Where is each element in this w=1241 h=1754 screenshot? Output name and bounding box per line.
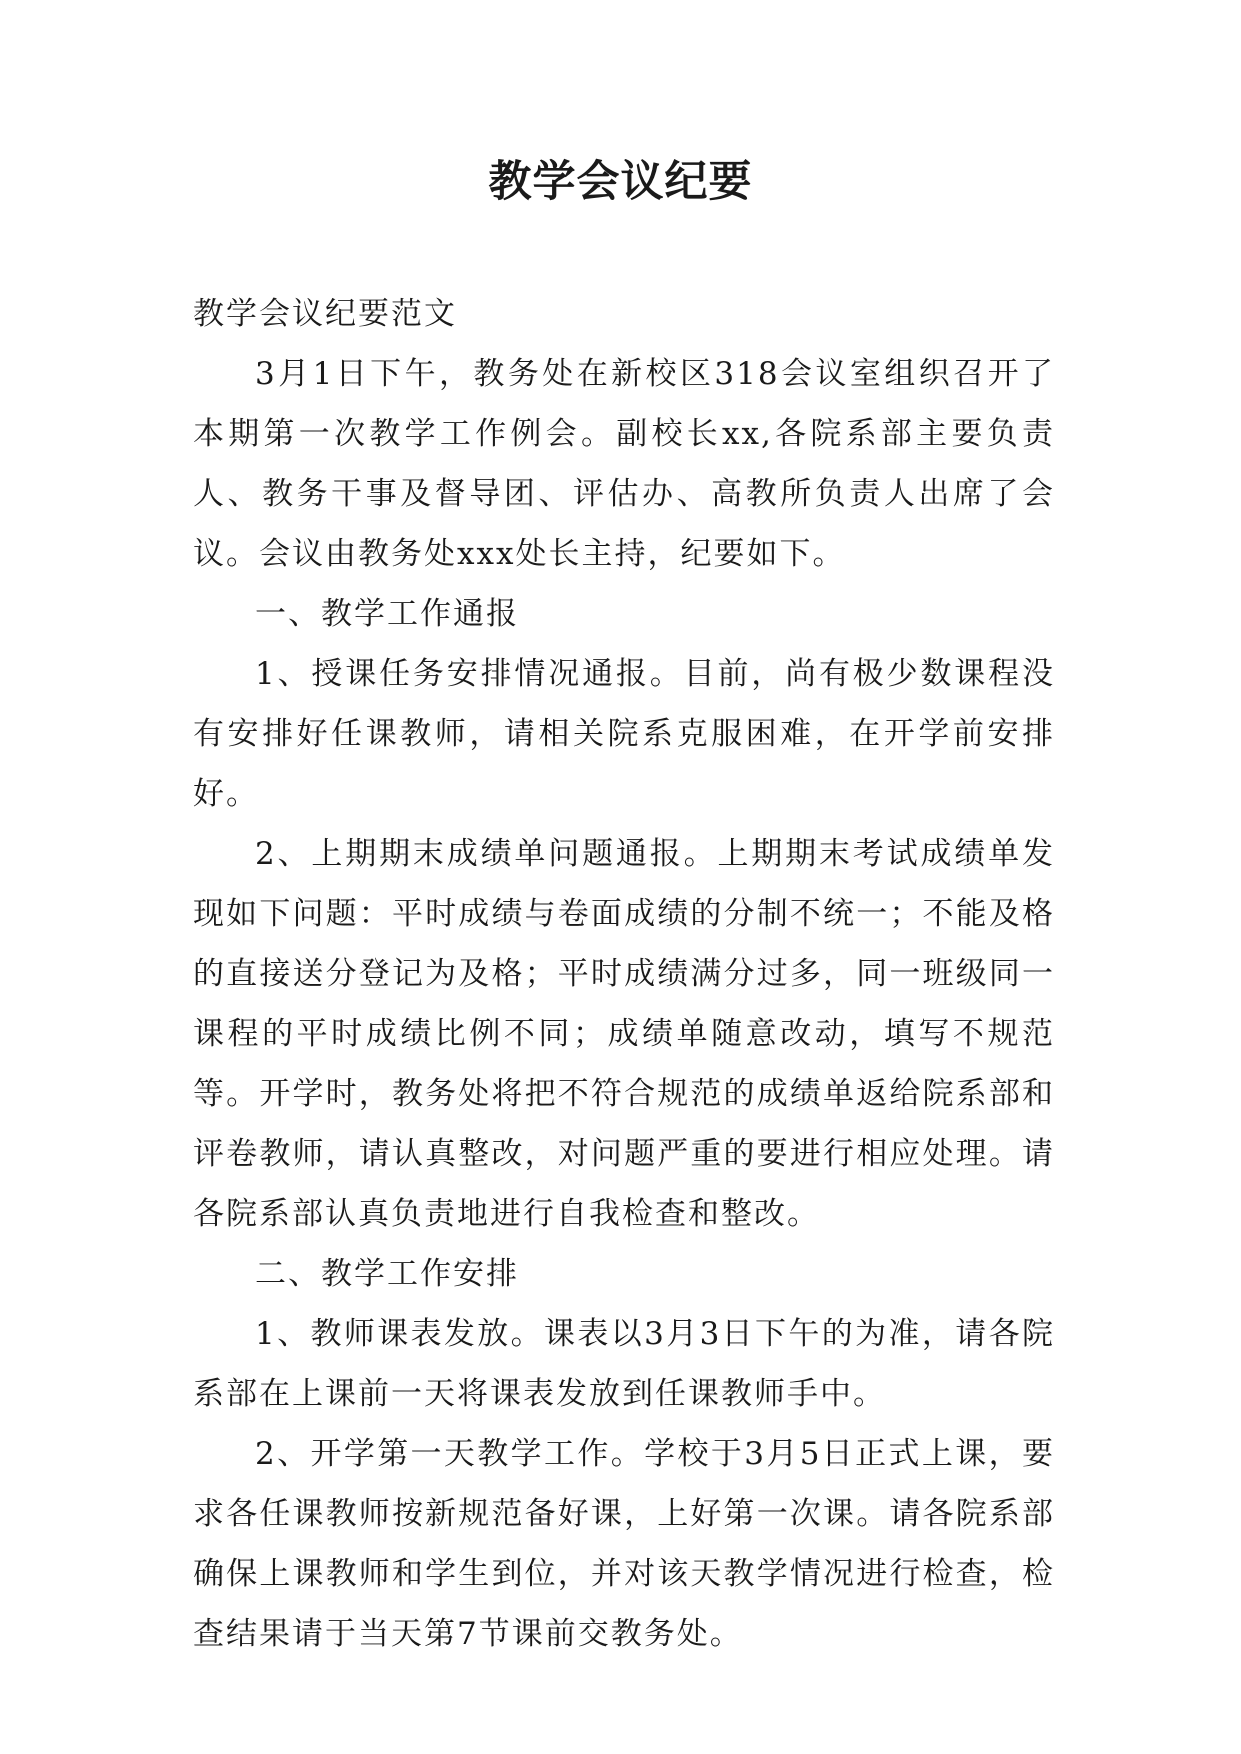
document-body [193,284,1055,1664]
paragraph-1-1: 1、授课任务安排情况通报。目前，尚有极少数课程没有安排好任课教师，请相关院系克服困难，在开学前安排好。 [193,656,1055,812]
document-title: 教学会议纪要 [488,157,753,207]
paragraph-2-2: 2、开学第一天教学工作。学校于3月5日正式上课，要求各任课教师按新规范备好课，上好第一次课。请各院系部确保上课教师和学生到位，并对该天教学情况进行检查，检查结果请于当天第7节课前交教务处。 [193,1436,1055,1652]
section-heading-2: 二、教学工作安排 [255,1256,519,1292]
section-heading-1: 一、教学工作通报 [255,596,519,632]
document-subtitle: 教学会议纪要范文 [193,296,457,332]
paragraph-intro: 3月1日下午，教务处在新校区318会议室组织召开了本期第一次教学工作例会。副校长xx,各院系部主要负责人、教务干事及督导团、评估办、高教所负责人出席了会议。会议由教务处xxx处长主持，纪要如下。 [193,356,1055,572]
paragraph-1-2: 2、上期期末成绩单问题通报。上期期末考试成绩单发现如下问题：平时成绩与卷面成绩的分制不统一；不能及格的直接送分登记为及格；平时成绩满分过多，同一班级同一课程的平时成绩比例不同；成绩单随意改动，填写不规范等。开学时，教务处将把不符合规范的成绩单返给院系部和评卷教师，请认真整改，对问题严重的要进行相应处理。请各院系部认真负责地进行自我检查和整改。 [193,836,1055,1232]
paragraph-2-1: 1、教师课表发放。课表以3月3日下午的为准，请各院系部在上课前一天将课表发放到任课教师手中。 [193,1316,1055,1412]
